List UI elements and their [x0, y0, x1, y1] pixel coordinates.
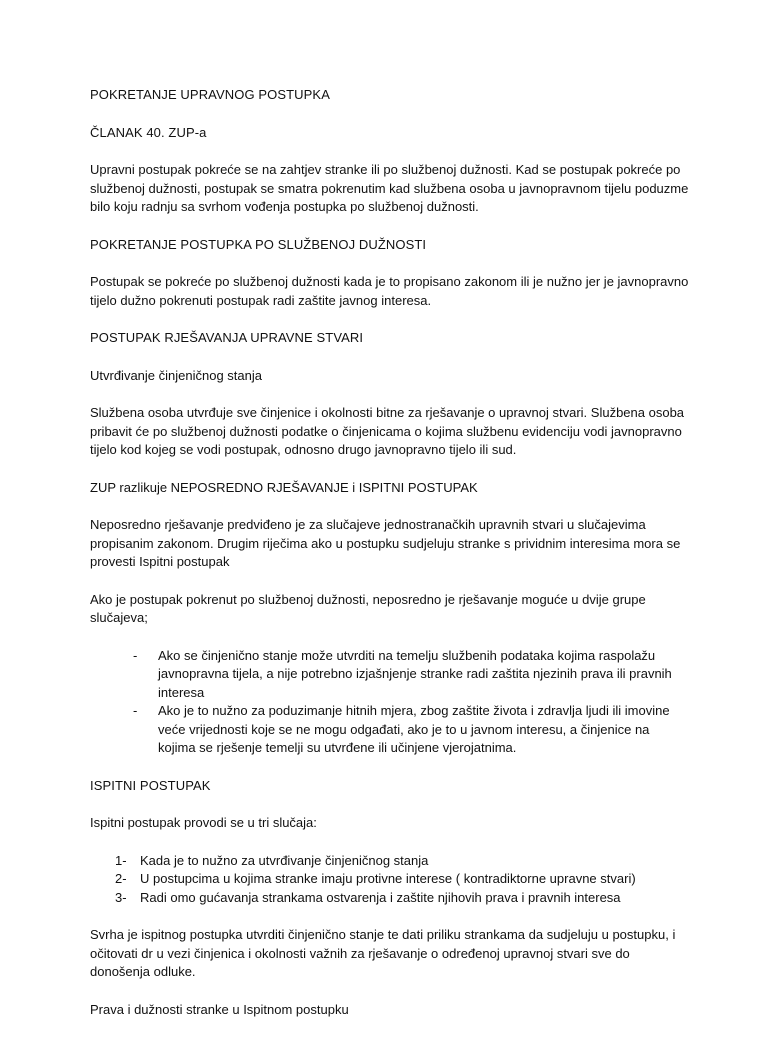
list-item-text: Ako je to nužno za poduzimanje hitnih mjera, zbog zaštite života i zdravlja ljudi ili imovine veće vrijednosti koje se ne mogu odgađati, ako je to u javnom interesu, a činjenice na kojima se rješenje temelji su utvrđene ili učinjene vjerojatnima.	[158, 703, 670, 755]
list-item-text: Ako se činjenično stanje može utvrditi na temelju službenih podataka kojima raspolažu javnopravna tijela, a nije potrebno izjašnjenje stranke radi zaštita njezinih prava ili pravnih interesa	[158, 647, 672, 700]
paragraph-two-groups: Ako je postupak pokrenut po službenoj dužnosti, neposredno je rješavanje moguće u dvije grupe slučajeva;	[90, 591, 646, 625]
list-number: 2-	[115, 871, 127, 886]
numbered-list	[90, 852, 690, 908]
list-item-text: Radi omo gućavanja strankama ostvarenja i zaštite njihovih prava i pravnih interesa	[140, 889, 621, 905]
document-title: POKRETANJE UPRAVNOG POSTUPKA	[90, 87, 330, 102]
paragraph-three-cases: Ispitni postupak provodi se u tri slučaja:	[90, 815, 317, 830]
paragraph-direct-resolution: Neposredno rješavanje predviđeno je za slučajeve jednostranačkih upravnih stvari u slučajevima propisanim zakonom. Drugim riječima ako u postupku sudjeluju stranke s prividnim interesima mora se provesti Ispitni postupak	[90, 517, 681, 569]
list-number: 1-	[115, 852, 127, 868]
paragraph-purpose: Svrha je ispitnog postupka utvrditi činjenično stanje te dati priliku strankama da sudjeluju u postupku, i očitovati dr u vezi činjenica i okolnosti važnih za rješavanje o određenoj upravnoj stvari sve do donošenja odluke.	[90, 927, 676, 979]
paragraph-initiation: Upravni postupak pokreće se na zahtjev stranke ili po službenoj dužnosti. Kad se postupak pokreće po službenoj dužnosti, postupak se smatra pokrenutim kad službena osoba u javnopravnom tijelu poduzme bilo koju radnju sa svrhom vođenja postupka po službenoj dužnosti.	[90, 162, 689, 214]
list-item	[90, 647, 690, 703]
list-item-text: Kada je to nužno za utvrđivanje činjeničnog stanja	[140, 852, 429, 868]
article-reference: ČLANAK 40. ZUP-a	[90, 124, 207, 140]
section-heading-examination: ISPITNI POSTUPAK	[90, 777, 211, 793]
section-heading-ex-officio: POKRETANJE POSTUPKA PO SLUŽBENOJ DUŽNOSTI	[90, 236, 427, 252]
list-item-text: U postupcima u kojima stranke imaju protivne interese ( kontradiktorne upravne stvari)	[140, 871, 636, 886]
subheading-facts: Utvrđivanje činjeničnog stanja	[90, 367, 262, 383]
bullet-marker: -	[133, 703, 138, 718]
subheading-rights-duties: Prava i dužnosti stranke u Ispitnom postupku	[90, 1001, 349, 1017]
list-item	[90, 702, 690, 758]
section-heading-resolution: POSTUPAK RJEŠAVANJA UPRAVNE STVARI	[90, 330, 364, 345]
list-item	[90, 889, 690, 908]
document-page	[90, 86, 690, 1038]
list-item	[90, 852, 690, 871]
paragraph-facts: Službena osoba utvrđuje sve činjenice i okolnosti bitne za rješavanje o upravnoj stvari. Službena osoba pribavit će po službenoj dužnosti podatke o činjenicama o kojima službenu evidenciju vodi javnopravno tijelo kod kojeg se vodi postupak, odnosno drugo javnopravno tijelo ili sud.	[90, 405, 685, 457]
list-item	[90, 870, 690, 889]
section-heading-distinction: ZUP razlikuje NEPOSREDNO RJEŠAVANJE i ISPITNI POSTUPAK	[90, 479, 478, 495]
bullet-list	[90, 647, 690, 758]
bullet-marker: -	[133, 647, 138, 663]
list-number: 3-	[115, 889, 127, 905]
paragraph-ex-officio: Postupak se pokreće po službenoj dužnosti kada je to propisano zakonom ili je nužno jer je javnopravno tijelo dužno pokrenuti postupak radi zaštite javnog interesa.	[90, 274, 689, 308]
